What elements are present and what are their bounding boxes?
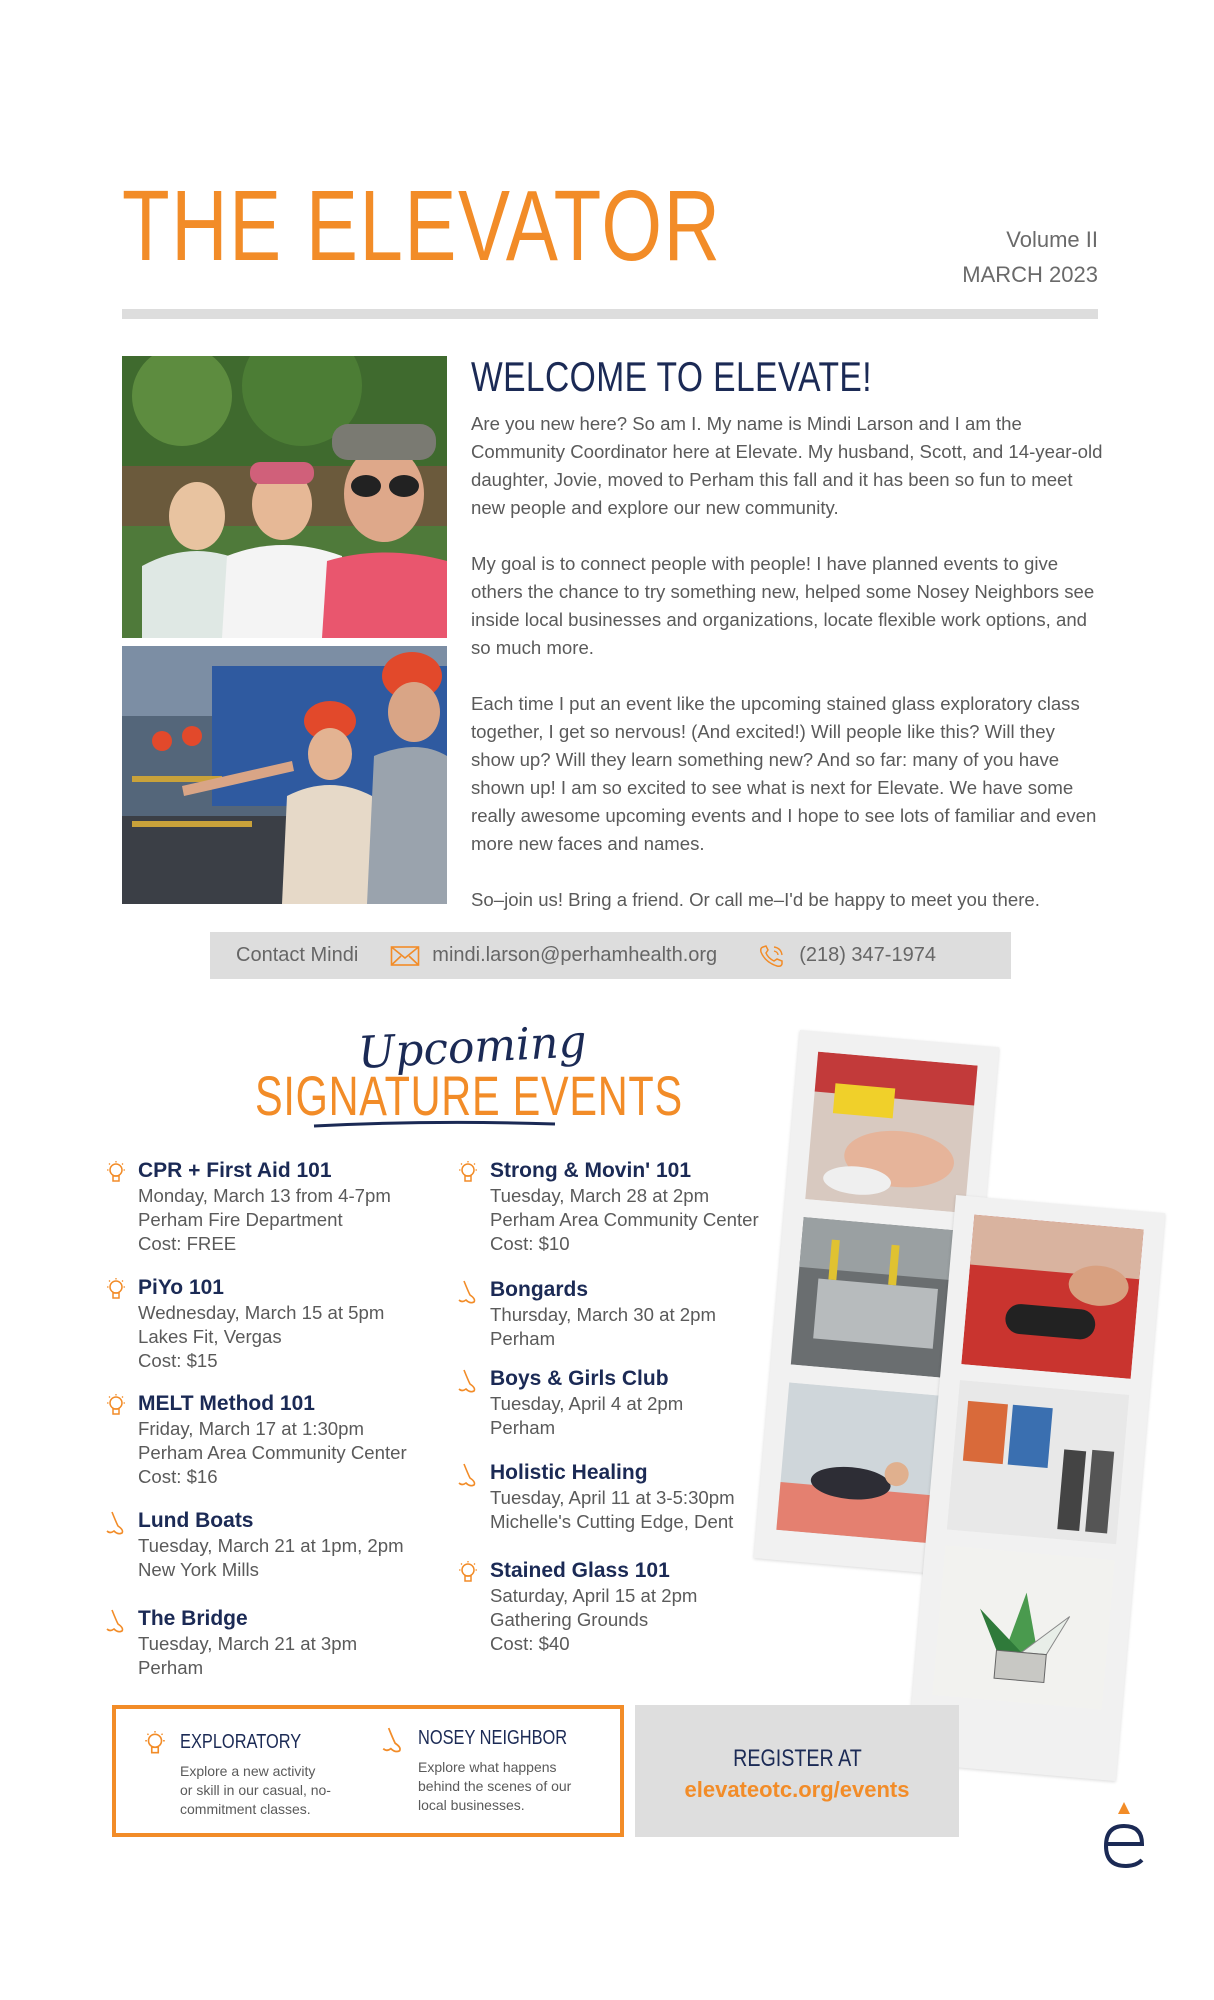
event-item[interactable] xyxy=(490,1460,735,1534)
event-cost: Cost: $10 xyxy=(490,1233,570,1254)
legend-desc-line: local businesses. xyxy=(418,1797,525,1813)
event-location: Perham xyxy=(490,1417,556,1438)
nose-icon xyxy=(456,1462,480,1488)
event-item[interactable] xyxy=(490,1158,759,1256)
event-item[interactable] xyxy=(138,1158,391,1256)
contact-email-link[interactable]: mindi.larson@perhamhealth.org xyxy=(432,944,718,966)
event-location: Lakes Fit, Vergas xyxy=(138,1326,282,1347)
event-name: Strong & Movin' 101 xyxy=(490,1159,692,1182)
welcome-paragraph: Each time I put an event like the upcoming stained glass exploratory class together, I get so nervous! (And excited!) Will people like this? Will they show up? Will they learn something new? And so far: many of you have shown up! I am so excited to see what is next for Elevate. We have some really awesome upcoming events and I hope to see lots of familiar and even more new faces and names. xyxy=(471,693,1097,854)
events-heading: SIGNATURE EVENTS xyxy=(255,1064,683,1127)
register-link[interactable]: elevateotc.org/events xyxy=(684,1777,910,1802)
tour-photo xyxy=(122,646,447,904)
event-name: CPR + First Aid 101 xyxy=(138,1159,332,1182)
lightbulb-icon xyxy=(104,1277,128,1303)
contact-label: Contact Mindi xyxy=(236,944,359,966)
event-location: New York Mills xyxy=(138,1559,259,1580)
heading-underline xyxy=(312,1116,557,1132)
lightbulb-icon xyxy=(456,1560,480,1586)
welcome-paragraph: Are you new here? So am I. My name is Mindi Larson and I am the Community Coordinator here at Elevate. My husband, Scott, and 14-year-old daughter, Jovie, moved to Perham this fall and it has been so fun to meet new people and explore our new community. xyxy=(471,413,1103,518)
issue-date: MARCH 2023 xyxy=(962,262,1098,287)
welcome-letter xyxy=(471,410,1103,942)
legend-exploratory xyxy=(180,1731,360,1819)
register-panel xyxy=(635,1705,959,1837)
event-name: PiYo 101 xyxy=(138,1276,224,1299)
event-cost: Cost: $16 xyxy=(138,1466,218,1487)
event-location: Perham Fire Department xyxy=(138,1209,343,1230)
legend-description xyxy=(180,1762,360,1819)
event-name: Bongards xyxy=(490,1278,589,1301)
event-date: Saturday, April 15 at 2pm xyxy=(490,1585,698,1606)
legend-desc-line: commitment classes. xyxy=(180,1801,311,1817)
event-name: Holistic Healing xyxy=(490,1461,648,1484)
contact-phone-link[interactable]: (218) 347-1974 xyxy=(799,944,936,966)
legend-desc-line: Explore what happens xyxy=(418,1759,557,1775)
event-location: Gathering Grounds xyxy=(490,1609,649,1630)
phone-icon xyxy=(757,944,787,968)
factory-photo xyxy=(789,1217,965,1379)
cpr-photo xyxy=(803,1051,979,1213)
event-name: Stained Glass 101 xyxy=(490,1559,670,1582)
header-divider xyxy=(122,309,1098,319)
event-cost: Cost: $40 xyxy=(490,1633,570,1654)
event-location: Michelle's Cutting Edge, Dent xyxy=(490,1511,734,1532)
event-type-legend xyxy=(112,1705,624,1837)
bridge-photo xyxy=(947,1380,1129,1544)
event-location: Perham Area Community Center xyxy=(490,1209,759,1230)
event-date: Tuesday, March 21 at 3pm xyxy=(138,1633,358,1654)
legend-title: EXPLORATORY xyxy=(180,1731,302,1753)
issue-info xyxy=(962,222,1098,292)
exercise-photo xyxy=(961,1215,1143,1379)
welcome-heading: WELCOME TO ELEVATE! xyxy=(471,353,872,400)
lightbulb-icon xyxy=(456,1160,480,1186)
mail-icon xyxy=(390,944,420,968)
legend-desc-line: Explore a new activity xyxy=(180,1763,316,1779)
event-name: MELT Method 101 xyxy=(138,1392,315,1415)
event-item[interactable] xyxy=(138,1391,407,1489)
lightbulb-icon xyxy=(104,1160,128,1186)
nose-icon xyxy=(380,1725,406,1755)
legend-desc-line: or skill in our casual, no- xyxy=(180,1782,331,1798)
event-date: Monday, March 13 from 4-7pm xyxy=(138,1185,391,1206)
lightbulb-icon xyxy=(104,1393,128,1419)
event-date: Thursday, March 30 at 2pm xyxy=(490,1304,716,1325)
event-cost: Cost: FREE xyxy=(138,1233,237,1254)
event-date: Tuesday, March 21 at 1pm, 2pm xyxy=(138,1535,404,1556)
newsletter-title: THE ELEVATOR xyxy=(122,170,722,282)
event-name: The Bridge xyxy=(138,1607,248,1630)
event-item[interactable] xyxy=(138,1275,384,1373)
event-name: Boys & Girls Club xyxy=(490,1367,669,1390)
register-label: REGISTER AT xyxy=(732,1745,862,1772)
event-date: Wednesday, March 15 at 5pm xyxy=(138,1302,385,1323)
event-item[interactable] xyxy=(490,1277,716,1351)
lightbulb-icon xyxy=(142,1729,168,1759)
event-name: Lund Boats xyxy=(138,1509,254,1532)
event-location: Perham xyxy=(138,1657,204,1678)
family-photo xyxy=(122,356,447,638)
event-date: Tuesday, March 28 at 2pm xyxy=(490,1185,710,1206)
event-item[interactable] xyxy=(490,1366,683,1440)
contact-bar xyxy=(210,932,1011,979)
nose-icon xyxy=(456,1279,480,1305)
legend-nosey-neighbor xyxy=(418,1727,608,1815)
elevate-logo xyxy=(1100,1800,1148,1872)
nose-icon xyxy=(104,1608,128,1634)
event-item[interactable] xyxy=(490,1558,697,1656)
event-date: Friday, March 17 at 1:30pm xyxy=(138,1418,364,1439)
nose-icon xyxy=(104,1510,128,1536)
legend-description xyxy=(418,1758,608,1815)
event-location: Perham Area Community Center xyxy=(138,1442,407,1463)
nose-icon xyxy=(456,1368,480,1394)
event-item[interactable] xyxy=(138,1508,404,1582)
event-location: Perham xyxy=(490,1328,556,1349)
welcome-paragraph: So–join us! Bring a friend. Or call me–I'd be happy to meet you there. xyxy=(471,889,1040,910)
event-date: Tuesday, April 11 at 3-5:30pm xyxy=(490,1487,735,1508)
event-date: Tuesday, April 4 at 2pm xyxy=(490,1393,684,1414)
welcome-paragraph: My goal is to connect people with people! I have planned events to give others the chance to try something new, helped some Nosey Neighbors see inside local businesses and organizations, locate flexible work options, and so much more. xyxy=(471,553,1095,658)
stained-glass-photo xyxy=(932,1545,1114,1709)
yoga-photo xyxy=(774,1382,950,1544)
legend-title: NOSEY NEIGHBOR xyxy=(418,1727,568,1749)
legend-desc-line: behind the scenes of our xyxy=(418,1778,572,1794)
event-item[interactable] xyxy=(138,1606,357,1680)
event-cost: Cost: $15 xyxy=(138,1350,218,1371)
volume-label: Volume II xyxy=(1006,227,1098,252)
upcoming-script: Upcoming xyxy=(356,1016,588,1079)
